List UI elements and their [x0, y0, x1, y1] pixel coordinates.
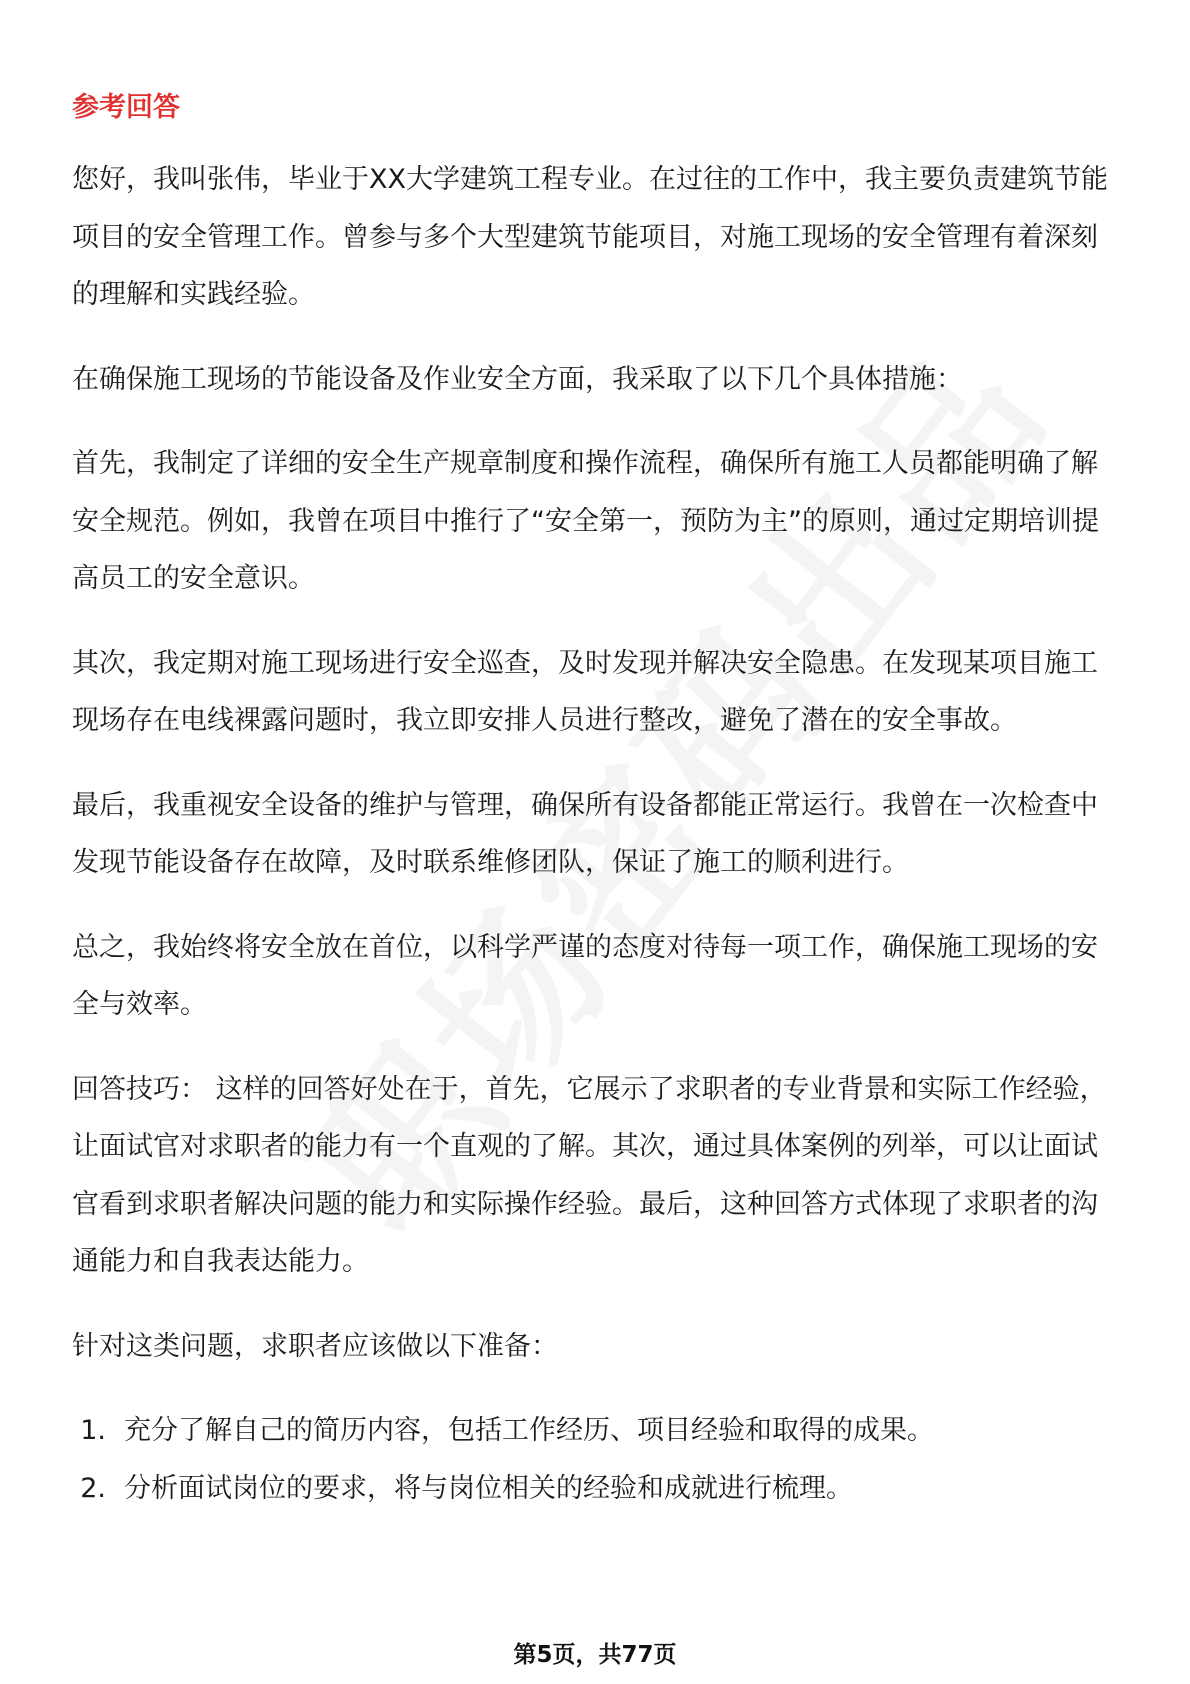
- list-item-text: 分析面试岗位的要求，将与岗位相关的经验和成就进行梳理。: [124, 1472, 853, 1504]
- paragraph-preparation: 针对这类问题，求职者应该做以下准备：: [72, 1330, 558, 1362]
- paragraph-first: 首先，我制定了详细的安全生产规章制度和操作流程，确保所有施工人员都能明确了解安全规范。例如，我曾在项目中推行了“安全第一，预防为主”的原则，通过定期培训提高员工的安全意识。: [72, 448, 1099, 594]
- paragraph-last: 最后，我重视安全设备的维护与管理，确保所有设备都能正常运行。我曾在一次检查中发现节能设备存在故障，及时联系维修团队，保证了施工的顺利进行。: [72, 789, 1098, 878]
- list-item: [72, 1402, 1122, 1460]
- paragraph-intro: 您好，我叫张伟，毕业于XX大学建筑工程专业。在过往的工作中，我主要负责建筑节能项目的安全管理工作。曾参与多个大型建筑节能项目，对施工现场的安全管理有着深刻的理解和实践经验。: [72, 164, 1108, 310]
- paragraph-summary: 总之，我始终将安全放在首位，以科学严谨的态度对待每一项工作，确保施工现场的安全与效率。: [72, 931, 1098, 1020]
- document-content: [72, 88, 1122, 1517]
- list-item-number: 1.: [80, 1415, 106, 1446]
- list-item-number: 2.: [80, 1472, 106, 1504]
- paragraph-second: 其次，我定期对施工现场进行安全巡查，及时发现并解决安全隐患。在发现某项目施工现场存在电线裸露问题时，我立即安排人员进行整改，避免了潜在的安全事故。: [72, 647, 1098, 736]
- page-footer: 第5页，共77页: [513, 1642, 677, 1668]
- paragraph-measures-intro: 在确保施工现场的节能设备及作业安全方面，我采取了以下几个具体措施：: [72, 363, 963, 395]
- paragraph-tips: 回答技巧： 这样的回答好处在于，首先，它展示了求职者的专业背景和实际工作经验，让面试官对求职者的能力有一个直观的了解。其次，通过具体案例的列举，可以让面试官看到求职者解决问题的能力和实际操作经验。最后，这种回答方式体现了求职者的沟通能力和自我表达能力。: [72, 1073, 1107, 1277]
- preparation-list: [72, 1402, 1122, 1517]
- section-heading: 参考回答: [72, 92, 180, 123]
- list-item-text: 充分了解自己的简历内容，包括工作经历、项目经验和取得的成果。: [124, 1415, 934, 1446]
- list-item: [72, 1460, 1122, 1518]
